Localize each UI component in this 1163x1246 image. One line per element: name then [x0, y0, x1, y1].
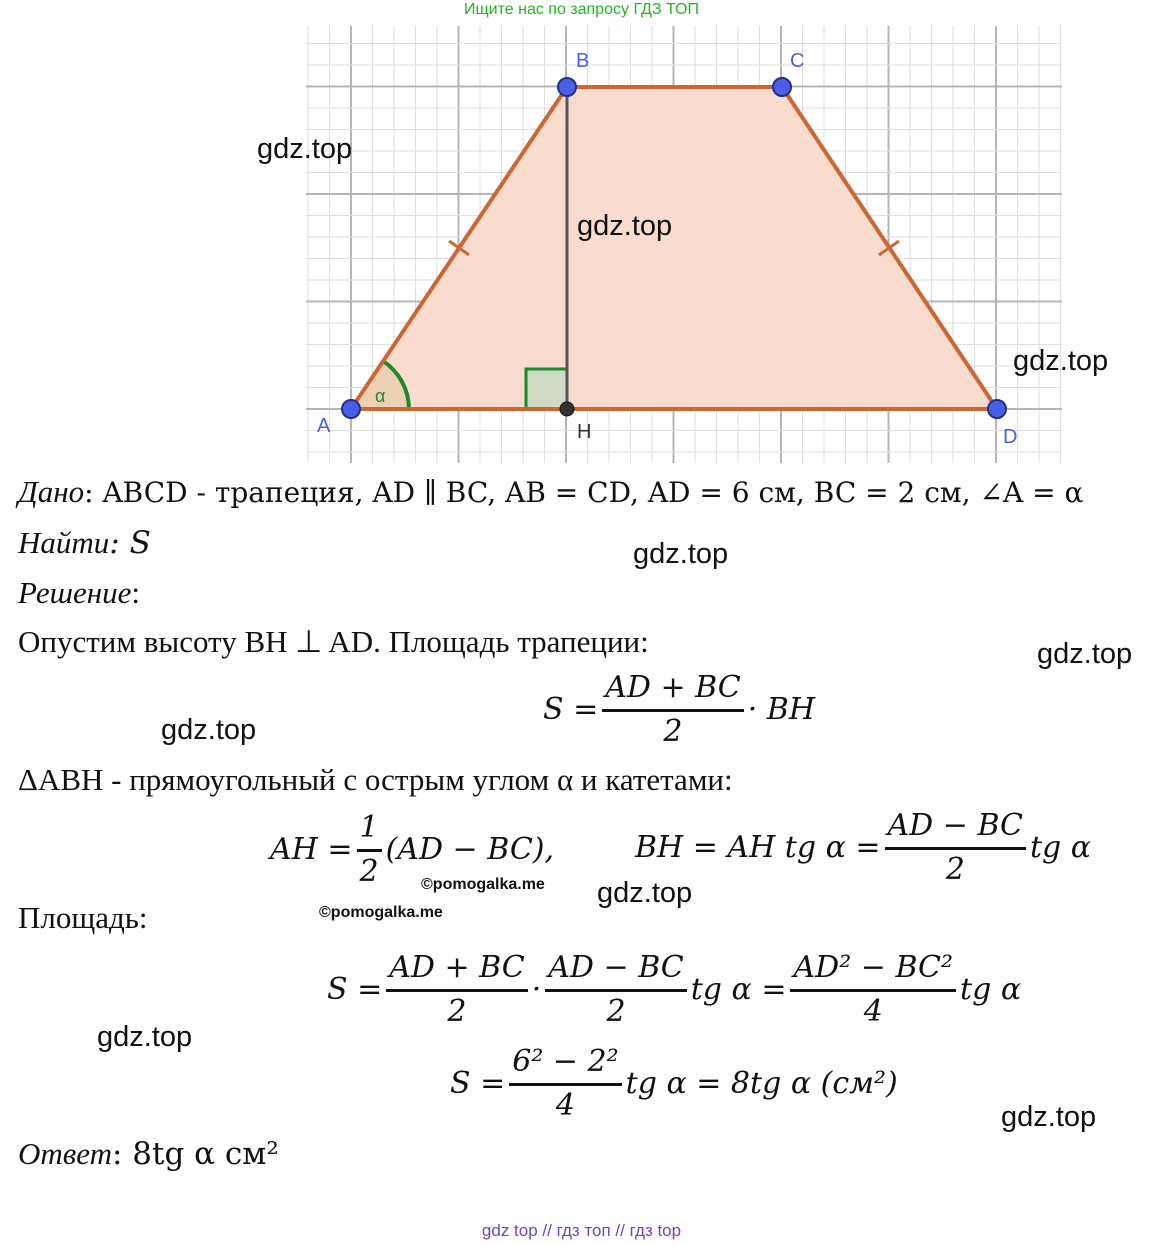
area-line: Площадь: [18, 900, 148, 935]
watermark: gdz.top [577, 210, 673, 242]
eq1-lhs: S = [543, 692, 599, 727]
eq1-den: 2 [663, 714, 683, 749]
point-h [560, 402, 574, 416]
right-angle-mark [526, 369, 567, 409]
eq1-num: AD + BC [602, 670, 743, 712]
eq4-lhs: S = [450, 1066, 506, 1101]
equation-4 [450, 1044, 898, 1123]
find-line [18, 525, 151, 561]
top-banner: Ищите нас по запросу ГДЗ ТОП [464, 1, 699, 18]
eq2-den: 2 [359, 854, 379, 889]
equation-2b [635, 808, 1091, 887]
eq3-mid: tg α = [690, 972, 787, 1007]
eq4-num: 6² − 2² [509, 1044, 621, 1086]
answer-text: : 8tg α см² [111, 1136, 279, 1172]
eq3-den3: 4 [863, 994, 883, 1029]
watermark: gdz.top [1013, 345, 1109, 377]
step1-line: Опустим высоту BH ⊥ AD. Площадь трапеции: [18, 624, 649, 659]
footer-links: gdz top // гдз топ // гдз top [481, 1221, 682, 1240]
eq4-fraction [509, 1044, 621, 1123]
eq3-fraction2 [545, 950, 686, 1029]
eq3-rhs: tg α [960, 972, 1022, 1007]
watermark: gdz.top [597, 877, 693, 909]
step2-line: ΔABH - прямоугольный с острым углом α и катетами: [18, 762, 733, 797]
eq2-num2: AD − BC [885, 808, 1026, 850]
solution-label: Решение [18, 575, 132, 610]
eq3-dot: · [531, 972, 542, 1007]
equation-1 [543, 670, 815, 749]
equation-3 [327, 950, 1021, 1029]
eq3-fraction3 [790, 950, 956, 1029]
eq3-lhs: S = [327, 972, 383, 1007]
watermark: gdz.top [633, 538, 729, 570]
given-text: : ABCD - трапеция, AD ∥ BC, AB = CD, AD = 6 см, BC = 2 см, ∠A = α [84, 476, 1084, 509]
label-d: D [1003, 426, 1018, 448]
watermark: gdz.top [1001, 1101, 1097, 1133]
eq3-den2: 2 [606, 994, 626, 1029]
eq3-fraction1 [386, 950, 527, 1029]
eq3-num1: AD + BC [386, 950, 527, 992]
eq4-den: 4 [555, 1088, 575, 1123]
eq2-fraction2 [885, 808, 1026, 887]
angle-label: α [375, 386, 386, 406]
eq1-rhs: · BH [747, 692, 815, 727]
answer-line [18, 1136, 279, 1172]
eq2-lhs: AH = [270, 832, 353, 867]
eq3-den1: 2 [447, 994, 467, 1029]
answer-label: Ответ [18, 1136, 112, 1171]
pomogalka-watermark: ©pomogalka.me [319, 904, 443, 921]
eq4-rhs: tg α = 8tg α (см²) [625, 1066, 898, 1101]
trapezoid-fill [351, 87, 997, 409]
watermark: gdz.top [97, 1021, 193, 1053]
find-label: Найти [18, 525, 110, 560]
equation-2a [270, 810, 554, 889]
label-h: H [577, 421, 592, 443]
point-b [558, 78, 576, 96]
given-line [18, 474, 1083, 510]
watermark: gdz.top [1037, 638, 1133, 670]
point-d [988, 400, 1006, 418]
given-label: Дано [18, 474, 85, 509]
pomogalka-watermark: ©pomogalka.me [421, 876, 545, 893]
eq2-fraction [357, 810, 382, 889]
solution-colon: : [131, 575, 140, 610]
eq2-lhs2: BH = AH tg α = [635, 830, 881, 865]
label-c: C [790, 50, 805, 72]
eq2-rhs2: tg α [1030, 830, 1092, 865]
point-c [773, 78, 791, 96]
eq2-den2: 2 [945, 852, 965, 887]
label-b: B [576, 50, 590, 72]
eq3-num3: AD² − BC² [790, 950, 956, 992]
eq2-rhs: (AD − BC), [385, 832, 555, 867]
label-a: A [317, 415, 331, 437]
watermark: gdz.top [161, 714, 257, 746]
solution-line [18, 575, 140, 611]
eq3-num2: AD − BC [545, 950, 686, 992]
point-a [342, 400, 360, 418]
find-text: : S [109, 525, 151, 561]
eq2-num: 1 [357, 810, 382, 852]
watermark: gdz.top [257, 133, 353, 165]
eq1-fraction [602, 670, 743, 749]
